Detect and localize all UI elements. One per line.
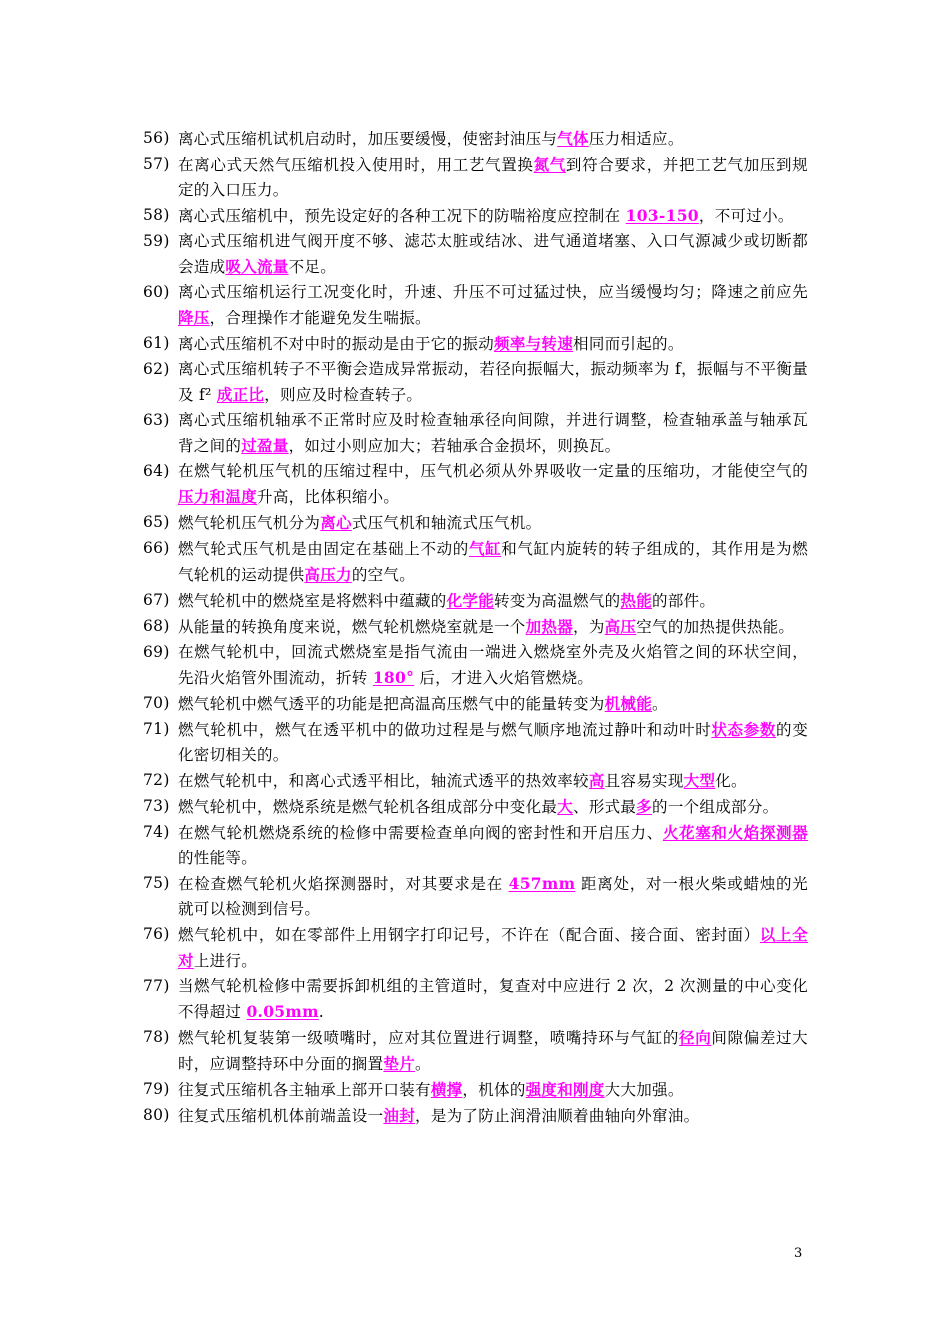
item-number: 76) [143, 925, 170, 943]
item-number: 74) [143, 823, 170, 841]
list-item [143, 510, 808, 536]
text-segment: 当燃气轮机检修中需要拆卸机组的主管道时，复查对中应进行 2 次，2 次测量的中心变化不得超过 [178, 977, 808, 1021]
answer-highlight: 机械能 [604, 694, 653, 713]
list-item [143, 614, 808, 640]
item-number: 68) [143, 617, 170, 635]
item-number: 66) [143, 539, 170, 557]
text-segment: 往复式压缩机各主轴承上部开口装有 [178, 1081, 431, 1099]
text-segment: 在检查燃气轮机火焰探测器时，对其要求是在 [178, 875, 509, 893]
answer-highlight: 油封 [383, 1106, 416, 1125]
text-segment: ，机体的 [462, 1081, 526, 1099]
answer-highlight: 103-150 [625, 206, 699, 225]
answer-highlight: 压力和温度 [178, 487, 258, 506]
text-segment: 的性能等。 [178, 849, 258, 867]
answer-highlight: 成正比 [216, 385, 265, 404]
text-segment: 从能量的转换角度来说，燃气轮机燃烧室就是一个 [178, 618, 526, 636]
answer-highlight: 高 [588, 771, 605, 790]
item-number: 72) [143, 771, 170, 789]
item-text [178, 1077, 808, 1103]
question-list [143, 126, 808, 1129]
text-segment: 离心式压缩机转子不平衡会造成异常振动，若径向振幅大，振动频率为 f，振幅与不平衡量及 f² [178, 360, 808, 404]
answer-highlight: 垫片 [383, 1054, 416, 1073]
item-number: 71) [143, 720, 170, 738]
text-segment: 升高，比体积缩小。 [257, 488, 400, 506]
text-segment: 燃气轮机中，燃气在透平机中的做功过程是与燃气顺序地流过静叶和动叶时 [178, 721, 712, 739]
answer-highlight: 降压 [178, 308, 210, 327]
text-segment: 在燃气轮机中，回流式燃烧室是指气流由一端进入燃烧室外壳及火焰管之间的环状空间，先沿火焰管外围流动，折转 [178, 643, 808, 687]
text-segment: 相同而引起的。 [573, 335, 684, 353]
page-number: 3 [794, 1246, 803, 1261]
text-segment: 离心式压缩机试机启动时，加压要缓慢，使密封油压与 [178, 130, 558, 148]
item-text [178, 871, 808, 922]
item-text [178, 768, 808, 794]
item-text [178, 536, 808, 588]
answer-highlight: 180° [372, 668, 415, 687]
item-number: 57) [143, 155, 170, 173]
text-segment: 在燃气轮机中，和离心式透平相比，轴流式透平的热效率较 [178, 772, 589, 790]
answer-highlight: 频率与转速 [494, 334, 574, 353]
list-item [143, 331, 808, 357]
text-segment: 燃气轮机中，如在零部件上用钢字打印记号，不许在（配合面、接合面、密封面） [178, 926, 760, 944]
text-segment: ，如过小则应加大；若轴承合金损坏，则换瓦。 [288, 437, 621, 455]
text-segment: 和气缸内旋转的转子组成的，其作用是为燃气轮机的运动提供 [178, 540, 808, 584]
item-text [178, 1025, 808, 1077]
list-item [143, 768, 808, 794]
text-segment: ，为 [573, 618, 605, 636]
item-number: 77) [143, 977, 170, 995]
text-segment: 、形式最 [573, 798, 637, 816]
text-segment: 往复式压缩机机体前端盖设一 [178, 1107, 384, 1125]
item-text [178, 510, 808, 536]
text-segment: 。 [415, 1055, 431, 1073]
text-segment: 且容易实现 [604, 772, 684, 790]
text-segment: 上进行。 [193, 952, 258, 970]
item-number: 70) [143, 694, 170, 712]
list-item [143, 203, 808, 229]
text-segment: 燃气轮机压气机分为 [178, 514, 321, 532]
item-number: 58) [143, 206, 170, 224]
item-text [178, 691, 808, 717]
item-text [178, 1103, 808, 1129]
item-text [178, 280, 808, 331]
answer-highlight: 以上全对 [178, 925, 808, 970]
text-segment: 式压气机和轴流式压气机。 [351, 514, 542, 532]
list-item [143, 871, 808, 922]
text-segment: 的变化密切相关的。 [178, 721, 808, 764]
text-segment: 离心式压缩机轴承不正常时应及时检查轴承径向间隙，并进行调整，检查轴承盖与轴承瓦背之间的 [178, 411, 808, 455]
item-number: 65) [143, 513, 170, 531]
item-text [178, 126, 808, 152]
item-number: 67) [143, 591, 170, 609]
list-item [143, 126, 808, 152]
answer-highlight: 强度和刚度 [525, 1080, 605, 1099]
text-segment: 燃气轮机复装第一级喷嘴时，应对其位置进行调整，喷嘴持环与气缸的 [178, 1029, 680, 1047]
text-segment: 的空气。 [351, 566, 416, 584]
list-item [143, 459, 808, 510]
answer-highlight: 吸入流量 [225, 257, 289, 276]
answer-highlight: 过盈量 [241, 436, 289, 455]
answer-highlight: 热能 [620, 591, 653, 610]
item-text [178, 331, 808, 357]
answer-highlight: 加热器 [525, 617, 574, 636]
list-item [143, 794, 808, 820]
answer-highlight: 径向 [679, 1028, 712, 1047]
text-segment: 在离心式天然气压缩机投入使用时，用工艺气置换 [178, 156, 534, 174]
text-segment: 离心式压缩机进气阀开度不够、滤芯太脏或结冰、进气通道堵塞、入口气源减少或切断都会造成 [178, 232, 808, 276]
text-segment: 化。 [715, 772, 747, 790]
list-item [143, 820, 808, 871]
list-item [143, 974, 808, 1025]
list-item [143, 536, 808, 588]
list-item [143, 691, 808, 717]
answer-highlight: 高压 [604, 617, 637, 636]
item-text [178, 974, 808, 1025]
text-segment: 。 [652, 695, 668, 713]
item-text [178, 588, 808, 614]
text-segment: 后，才进入火焰管燃烧。 [414, 669, 594, 687]
item-number: 73) [143, 797, 170, 815]
item-number: 60) [143, 283, 170, 301]
item-text [178, 152, 808, 203]
list-item [143, 280, 808, 331]
text-segment: 燃气轮机中，燃烧系统是燃气轮机各组成部分中变化最 [178, 798, 558, 816]
text-segment: 燃气轮机中燃气透平的功能是把高温高压燃气中的能量转变为 [178, 695, 605, 713]
item-number: 64) [143, 462, 170, 480]
answer-highlight: 横撑 [430, 1080, 463, 1099]
text-segment: ，则应及时检查转子。 [264, 386, 423, 404]
item-text [178, 408, 808, 459]
list-item [143, 1103, 808, 1129]
list-item [143, 640, 808, 691]
item-number: 63) [143, 411, 170, 429]
item-text [178, 922, 808, 974]
item-text [178, 357, 808, 408]
text-segment: 到符合要求，并把工艺气加压到规定的入口压力。 [178, 156, 808, 199]
item-text [178, 614, 808, 640]
list-item [143, 588, 808, 614]
list-item [143, 357, 808, 408]
text-segment: . [318, 1003, 325, 1021]
answer-highlight: 多 [636, 797, 653, 816]
text-segment: 燃气轮机中的燃烧室是将燃料中蕴藏的 [178, 592, 447, 610]
list-item [143, 1077, 808, 1103]
list-item [143, 922, 808, 974]
text-segment: 距离处，对一根火柴或蜡烛的光就可以检测到信号。 [178, 875, 808, 918]
text-segment: 的部件。 [652, 592, 716, 610]
text-segment: 燃气轮式压气机是由固定在基础上不动的 [178, 540, 469, 558]
text-segment: 在燃气轮机压气机的压缩过程中，压气机必须从外界吸收一定量的压缩功，才能使空气的 [178, 462, 808, 480]
item-text [178, 203, 808, 229]
list-item [143, 152, 808, 203]
item-text [178, 717, 808, 768]
item-number: 56) [143, 129, 170, 147]
text-segment: 空气的加热提供热能。 [636, 618, 795, 636]
answer-highlight: 火花塞和火焰探测器 [662, 823, 808, 842]
text-segment: 的一个组成部分。 [652, 798, 779, 816]
item-text [178, 459, 808, 510]
answer-highlight: 大 [557, 797, 574, 816]
list-item [143, 229, 808, 280]
list-item [143, 717, 808, 768]
text-segment: 压力相适应。 [588, 130, 684, 148]
answer-highlight: 高压力 [304, 565, 352, 584]
answer-highlight: 气缸 [468, 539, 502, 558]
item-number: 69) [143, 643, 170, 661]
text-segment: 离心式压缩机不对中时的振动是由于它的振动 [178, 335, 495, 353]
list-item [143, 408, 808, 459]
item-number: 59) [143, 232, 170, 250]
answer-highlight: 氮气 [533, 155, 566, 174]
item-text [178, 820, 808, 871]
answer-highlight: 化学能 [446, 591, 495, 610]
text-segment: 离心式压缩机中，预先设定好的各种工况下的防喘裕度应控制在 [178, 207, 626, 225]
text-segment: 在燃气轮机燃烧系统的检修中需要检查单向阀的密封性和开启压力、 [178, 824, 663, 842]
list-item [143, 1025, 808, 1077]
answer-highlight: 状态参数 [711, 720, 777, 739]
item-text [178, 794, 808, 820]
text-segment: ，合理操作才能避免发生喘振。 [209, 309, 431, 327]
item-number: 61) [143, 334, 170, 352]
text-segment: 大大加强。 [604, 1081, 684, 1099]
item-number: 75) [143, 874, 170, 892]
text-segment: ，是为了防止润滑油顺着曲轴向外窜油。 [415, 1107, 700, 1125]
answer-highlight: 0.05mm [246, 1002, 319, 1021]
item-number: 78) [143, 1028, 170, 1046]
text-segment: 间隙偏差过大时，应调整持环中分面的搁置 [178, 1029, 808, 1073]
answer-highlight: 离心 [320, 513, 352, 532]
item-number: 80) [143, 1106, 170, 1124]
text-segment: 离心式压缩机运行工况变化时，升速、升压不可过猛过快，应当缓慢均匀；降速之前应先 [178, 283, 808, 301]
text-segment: 不足。 [288, 258, 337, 276]
answer-highlight: 气体 [557, 129, 589, 148]
answer-highlight: 457mm [508, 874, 576, 893]
answer-highlight: 大型 [683, 771, 716, 790]
item-number: 62) [143, 360, 170, 378]
text-segment: 转变为高温燃气的 [494, 592, 621, 610]
item-number: 79) [143, 1080, 170, 1098]
item-text [178, 229, 808, 280]
text-segment: ，不可过小。 [698, 207, 794, 225]
item-text [178, 640, 808, 691]
